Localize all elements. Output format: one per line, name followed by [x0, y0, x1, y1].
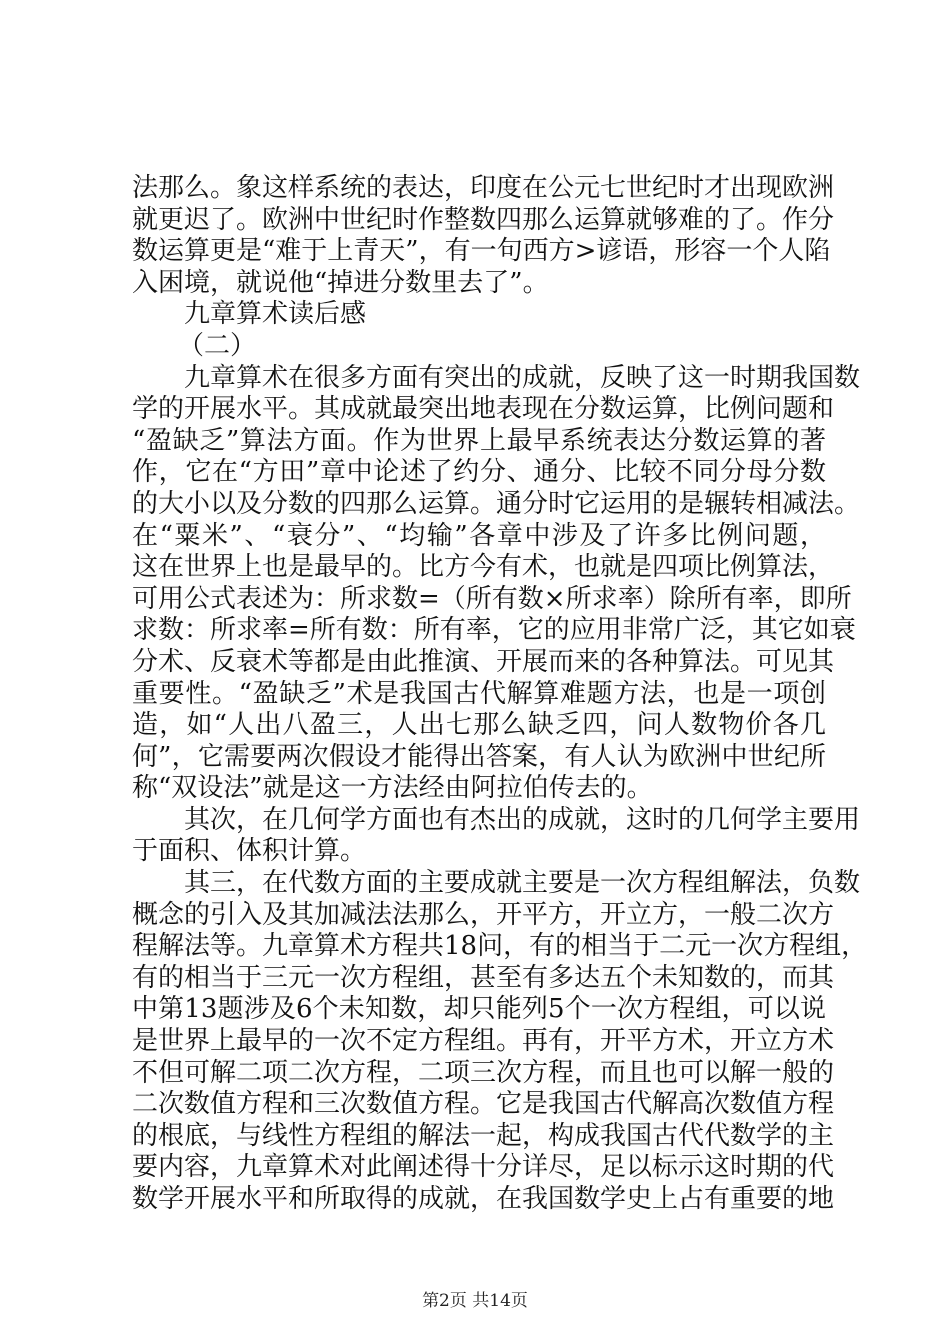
- text-line: 其三，在代数方面的主要成就主要是一次方程组解法，负数: [184, 868, 861, 899]
- text-line: 这在世界上也是最早的。比方今有术，也就是四项比例算法，: [132, 552, 835, 583]
- body-text: [132, 173, 868, 1216]
- text-line: 的大小以及分数的四那么运算。通分时它运用的是辗转相减法。: [132, 488, 861, 519]
- text-line: 数学开展水平和所取得的成就，在我国数学史上占有重要的地: [132, 1184, 835, 1214]
- text-line: 求数：所求率=所有数：所有率，它的应用非常广泛，其它如衰: [132, 615, 856, 646]
- text-line: 入困境，就说他“掉进分数里去了”。: [132, 267, 549, 298]
- paragraph-1: [132, 362, 861, 805]
- text-line: 造，如“人出八盈三，人出七那么缺乏四，问人数物价各几: [132, 710, 826, 741]
- text-line: 就更迟了。欧洲中世纪时作整数四那么运算就够难的了。作分: [132, 204, 835, 235]
- text-line: 称“双设法”就是这一方法经由阿拉伯传去的。: [132, 773, 653, 804]
- text-line: 程解法等。九章算术方程共18问，有的相当于二元一次方程组，: [132, 931, 868, 962]
- document-title: 九章算术读后感: [184, 299, 367, 330]
- text-line: 学的开展水平。其成就最突出地表现在分数运算，比例问题和: [132, 394, 835, 425]
- page-number-footer: 第2页 共14页: [422, 1291, 528, 1311]
- text-line: 在“粟米”、“衰分”、“均输”各章中涉及了许多比例问题，: [132, 520, 826, 551]
- text-line: 何”，它需要两次假设才能得出答案，有人认为欧洲中世纪所: [132, 741, 826, 772]
- text-line: 的根底，与线性方程组的解法一起，构成我国古代代数学的主: [132, 1120, 835, 1151]
- text-line: 于面积、体积计算。: [132, 836, 367, 867]
- text-line: 二次数值方程和三次数值方程。它是我国古代解高次数值方程: [132, 1089, 835, 1120]
- text-line: 要内容，九章算术对此阐述得十分详尽，足以标示这时期的代: [132, 1152, 835, 1183]
- text-line: 其次，在几何学方面也有杰出的成就，这时的几何学主要用: [184, 804, 861, 835]
- paragraph-3: [132, 868, 868, 1216]
- text-line: 九章算术在很多方面有突出的成就，反映了这一时期我国数: [184, 362, 861, 393]
- text-line: 不但可解二项二次方程，二项三次方程，而且也可以解一般的: [132, 1057, 835, 1088]
- text-line: 作，它在“方田”章中论述了约分、通分、比较不同分母分数: [132, 457, 826, 488]
- text-line: 重要性。“盈缺乏”术是我国古代解算难题方法，也是一项创: [132, 678, 826, 709]
- text-line: 是世界上最早的一次不定方程组。再有，开平方术，开立方术: [132, 1026, 835, 1057]
- text-line: 法那么。象这样系统的表达，印度在公元七世纪时才出现欧洲: [132, 173, 835, 203]
- text-line: 分术、反衰术等都是由此推演、开展而来的各种算法。可见其: [132, 646, 835, 677]
- text-line: “盈缺乏”算法方面。作为世界上最早系统表达分数运算的著: [132, 425, 826, 456]
- section-subtitle: （二）: [178, 330, 257, 361]
- text-line: 概念的引入及其加减法法那么，开平方，开立方，一般二次方: [132, 899, 835, 930]
- text-line: 中第13题涉及6个未知数，却只能列5个一次方程组，可以说: [132, 994, 826, 1025]
- paragraph-intro: [132, 173, 835, 299]
- text-line: 有的相当于三元一次方程组，甚至有多达五个未知数的，而其: [132, 962, 835, 993]
- paragraph-2: [132, 804, 861, 868]
- text-line: 可用公式表述为：所求数=（所有数×所求率）除所有率，即所: [132, 583, 852, 614]
- text-line: 数运算更是“难于上青天”，有一句西方>谚语，形容一个人陷: [132, 236, 831, 267]
